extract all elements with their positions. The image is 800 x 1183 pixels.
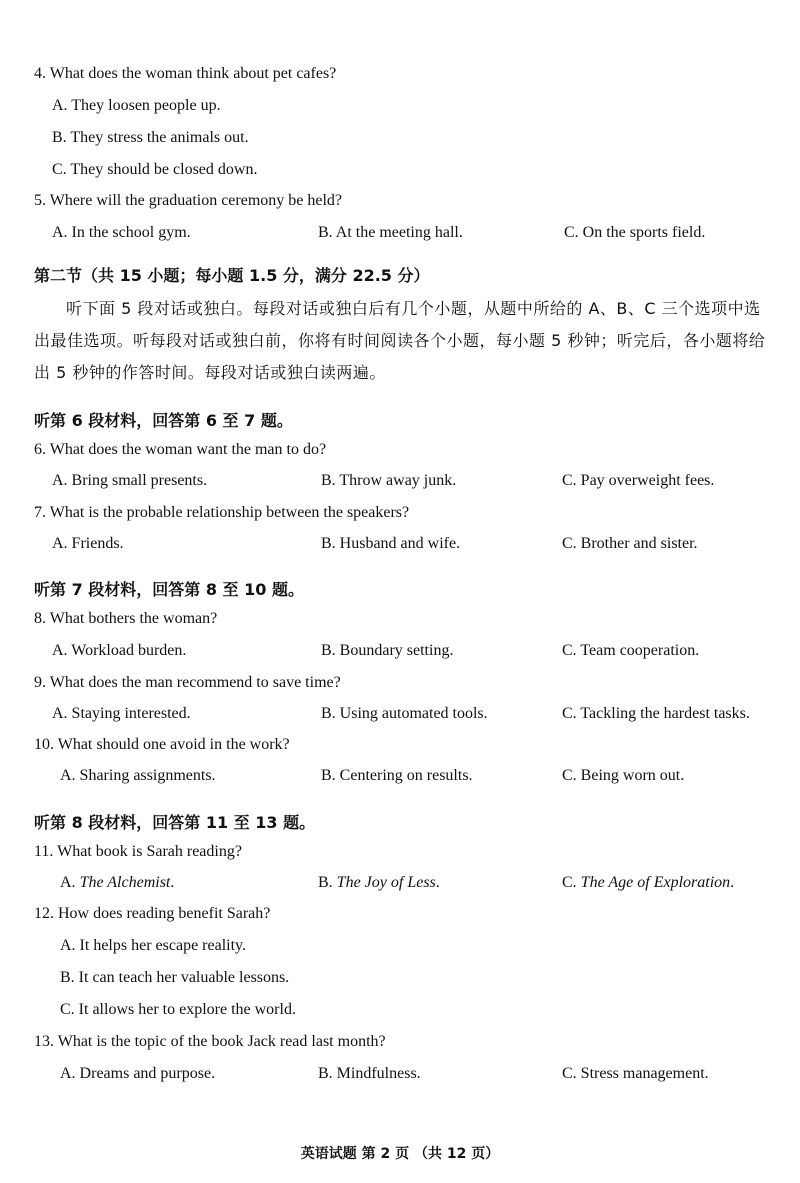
q11-option-c-title: The Age of Exploration	[580, 874, 731, 891]
question-7: 7. What is the probable relationship between the speakers?	[34, 504, 410, 521]
q8-option-a: A. Workload burden.	[52, 642, 187, 659]
q7-options-row	[0, 534, 800, 554]
q8-options-row	[0, 641, 800, 661]
question-6: 6. What does the woman want the man to do?	[34, 441, 327, 458]
page-footer: 英语试题 第 2 页 （共 12 页）	[300, 1146, 500, 1162]
q7-option-a: A. Friends.	[52, 535, 124, 552]
q4-option-a: A. They loosen people up.	[52, 97, 221, 114]
q11-option-c	[562, 873, 734, 893]
q11-option-b	[318, 873, 440, 893]
q9-options-row	[0, 704, 800, 724]
q10-option-a: A. Sharing assignments.	[60, 767, 216, 784]
q6-option-c: C. Pay overweight fees.	[562, 472, 715, 489]
q8-option-c: C. Team cooperation.	[562, 642, 700, 659]
q10-options-row	[0, 766, 800, 786]
q11-option-a-title: The Alchemist	[79, 874, 171, 891]
q11-option-b-prefix: B.	[318, 874, 337, 891]
question-5: 5. Where will the graduation ceremony be held?	[34, 192, 343, 209]
q11-options-row	[0, 873, 800, 893]
q7-option-b: B. Husband and wife.	[321, 535, 461, 552]
group-8-heading: 听第 8 段材料，回答第 11 至 13 题。	[34, 813, 316, 832]
q13-options-row	[0, 1064, 800, 1084]
q5-option-b: B. At the meeting hall.	[318, 224, 463, 241]
q12-option-b: B. It can teach her valuable lessons.	[60, 969, 290, 986]
q4-option-c: C. They should be closed down.	[52, 161, 258, 178]
q13-option-c: C. Stress management.	[562, 1065, 709, 1082]
q5-option-c: C. On the sports field.	[564, 224, 706, 241]
question-9: 9. What does the man recommend to save time?	[34, 674, 341, 691]
q11-option-c-prefix: C.	[562, 874, 581, 891]
q11-option-a-prefix: A.	[60, 874, 80, 891]
q11-option-a-suffix: .	[170, 874, 175, 891]
q9-option-c: C. Tackling the hardest tasks.	[562, 705, 750, 722]
q11-option-b-title: The Joy of Less	[336, 874, 436, 891]
q9-option-a: A. Staying interested.	[52, 705, 191, 722]
q9-option-b: B. Using automated tools.	[321, 705, 488, 722]
question-11: 11. What book is Sarah reading?	[34, 843, 242, 860]
question-13: 13. What is the topic of the book Jack read last month?	[34, 1033, 386, 1050]
q10-option-c: C. Being worn out.	[562, 767, 685, 784]
q8-option-b: B. Boundary setting.	[321, 642, 454, 659]
q11-option-a	[60, 873, 174, 893]
group-7-heading: 听第 7 段材料，回答第 8 至 10 题。	[34, 580, 304, 599]
q7-option-c: C. Brother and sister.	[562, 535, 698, 552]
q13-option-b: B. Mindfulness.	[318, 1065, 421, 1082]
q4-option-b: B. They stress the animals out.	[52, 129, 249, 146]
group-6-heading: 听第 6 段材料，回答第 6 至 7 题。	[34, 411, 293, 430]
q5-options-row	[0, 223, 800, 243]
q11-option-c-suffix: .	[730, 874, 735, 891]
q12-option-c: C. It allows her to explore the world.	[60, 1001, 296, 1018]
q6-option-a: A. Bring small presents.	[52, 472, 208, 489]
section-2-instructions: 听下面 5 段对话或独白。每段对话或独白后有几个小题，从题中所给的 A、B、C 三个选项中选出最佳选项。听每段对话或独白前，你将有时间阅读各个小题，每小题 5 秒钟；听完后，各小题将给出 5 秒钟的作答时间。每段对话或独白读两遍。	[34, 299, 766, 382]
question-10: 10. What should one avoid in the work?	[34, 736, 290, 753]
q6-option-b: B. Throw away junk.	[321, 472, 457, 489]
q13-option-a: A. Dreams and purpose.	[60, 1065, 216, 1082]
q5-option-a: A. In the school gym.	[52, 224, 191, 241]
q11-option-b-suffix: .	[435, 874, 440, 891]
q6-options-row	[0, 471, 800, 491]
section-2-title: 第二节（共 15 小题；每小题 1.5 分，满分 22.5 分）	[34, 266, 430, 285]
q10-option-b: B. Centering on results.	[321, 767, 473, 784]
question-8: 8. What bothers the woman?	[34, 610, 218, 627]
question-12: 12. How does reading benefit Sarah?	[34, 905, 271, 922]
question-4: 4. What does the woman think about pet cafes?	[34, 65, 337, 82]
q12-option-a: A. It helps her escape reality.	[60, 937, 246, 954]
